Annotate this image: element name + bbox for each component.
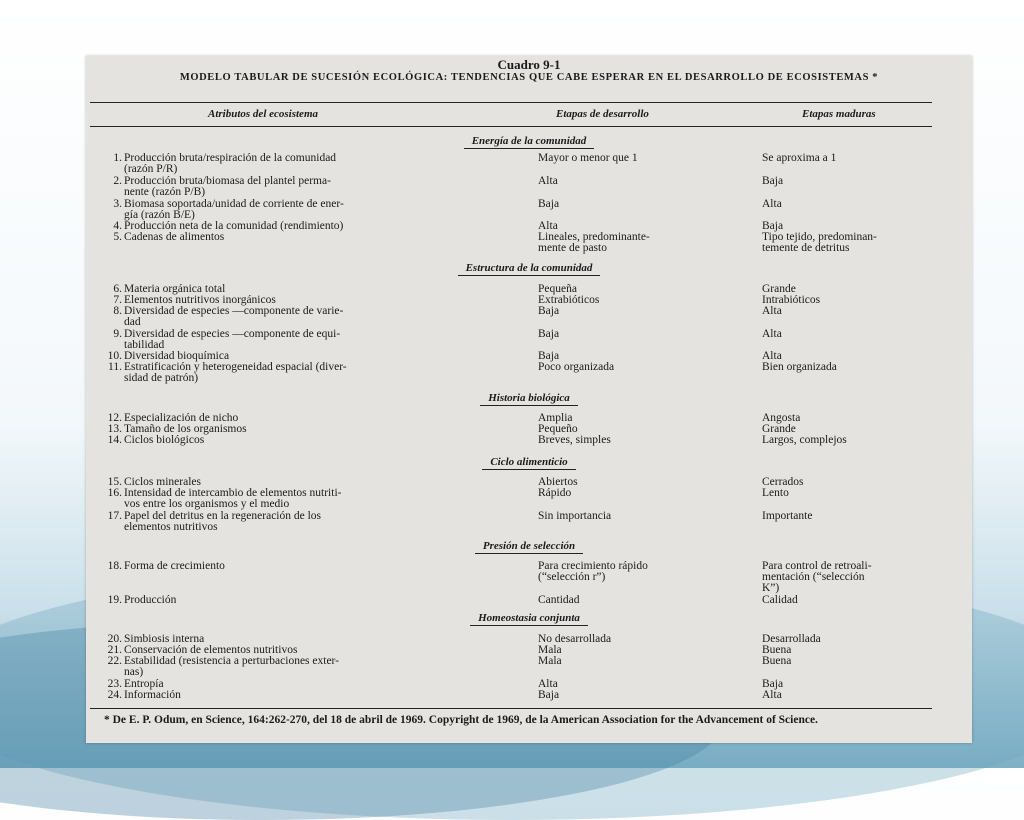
development-stage-cell: Lineales, predominante- mente de pasto	[538, 231, 650, 254]
row-number: 8.	[113, 305, 122, 317]
section-title	[86, 135, 972, 147]
column-header-development: Etapas de desarrollo	[556, 108, 649, 120]
row-number: 17.	[107, 510, 122, 522]
row-number: 11.	[108, 361, 122, 373]
development-stage-cell: No desarrollada	[538, 633, 612, 645]
attribute-cell: Producción bruta/respiración de la comunidad (razón P/R)	[124, 152, 337, 175]
mature-stage-cell: Buena	[762, 644, 792, 656]
mature-stage-cell: Desarrollada	[762, 633, 821, 645]
section-title	[86, 456, 972, 468]
attribute-cell: Diversidad bioquímica	[124, 350, 230, 362]
row-number: 21.	[107, 644, 122, 656]
row-number: 7.	[113, 294, 122, 306]
attribute-cell: Biomasa soportada/unidad de corriente de ener- gía (razón B/E)	[124, 198, 344, 221]
mature-stage-cell: Baja	[762, 220, 784, 232]
development-stage-cell: Baja	[538, 305, 560, 317]
mature-stage-cell: Alta	[762, 689, 782, 701]
mature-stage-cell: Grande	[762, 283, 796, 295]
row-number: 24.	[107, 689, 122, 701]
development-stage-cell: Poco organizada	[538, 361, 615, 373]
row-number: 19.	[107, 594, 122, 606]
attribute-cell: Producción neta de la comunidad (rendimiento)	[124, 220, 344, 232]
development-stage-cell: Alta	[538, 220, 558, 232]
attribute-cell: Tamaño de los organismos	[124, 423, 247, 435]
development-stage-cell: Sin importancia	[538, 510, 612, 522]
row-number: 12.	[107, 412, 122, 424]
row-number: 15.	[107, 476, 122, 488]
attribute-cell: Estratificación y heterogeneidad espacial (diver- sidad de patrón)	[124, 361, 347, 384]
development-stage-cell: Mala	[538, 644, 562, 656]
section-title-text: Presión de selección	[475, 540, 583, 554]
development-stage-cell: Para crecimiento rápido (“selección r”)	[538, 560, 648, 583]
row-number: 6.	[113, 283, 122, 295]
development-stage-cell: Mala	[538, 655, 562, 667]
mature-stage-cell: Alta	[762, 350, 782, 362]
section-title-text: Energía de la comunidad	[464, 135, 595, 149]
attribute-cell: Ciclos minerales	[124, 476, 201, 488]
section-title-text: Ciclo alimenticio	[482, 456, 575, 470]
row-number: 16.	[107, 487, 122, 499]
attribute-cell: Ciclos biológicos	[124, 434, 205, 446]
development-stage-cell: Alta	[538, 678, 558, 690]
row-number: 4.	[113, 220, 122, 232]
attribute-cell: Elementos nutritivos inorgánicos	[124, 294, 276, 306]
attribute-cell: Diversidad de especies —componente de varie- dad	[124, 305, 344, 328]
mature-stage-cell: Intrabióticos	[762, 294, 821, 306]
header-rule	[90, 126, 932, 127]
row-number: 20.	[107, 633, 122, 645]
development-stage-cell: Amplia	[538, 412, 573, 424]
development-stage-cell: Pequeña	[538, 283, 577, 295]
row-number: 23.	[107, 678, 122, 690]
mature-stage-cell: Calidad	[762, 594, 798, 606]
attribute-cell: Diversidad de especies —componente de equi- tabilidad	[124, 328, 341, 351]
mature-stage-cell: Lento	[762, 487, 789, 499]
development-stage-cell: Breves, simples	[538, 434, 611, 446]
development-stage-cell: Cantidad	[538, 594, 580, 606]
row-number: 22.	[107, 655, 122, 667]
development-stage-cell: Baja	[538, 328, 560, 340]
development-stage-cell: Rápido	[538, 487, 572, 499]
development-stage-cell: Alta	[538, 175, 558, 187]
mature-stage-cell: Importante	[762, 510, 813, 522]
mature-stage-cell: Baja	[762, 678, 784, 690]
attribute-cell: Cadenas de alimentos	[124, 231, 225, 243]
development-stage-cell: Abiertos	[538, 476, 578, 488]
attribute-cell: Especialización de nicho	[124, 412, 239, 424]
attribute-cell: Información	[124, 689, 181, 701]
attribute-cell: Conservación de elementos nutritivos	[124, 644, 298, 656]
section-title-text: Historia biológica	[480, 392, 578, 406]
development-stage-cell: Baja	[538, 689, 560, 701]
mature-stage-cell: Alta	[762, 198, 782, 210]
column-header-attributes: Atributos del ecosistema	[208, 108, 318, 120]
mature-stage-cell: Baja	[762, 175, 784, 187]
footnote: * De E. P. Odum, en Science, 164:262-270, del 18 de abril de 1969. Copyright de 1969, de la American Association for the Advancement of Science.	[104, 714, 818, 726]
mature-stage-cell: Se aproxima a 1	[762, 152, 837, 164]
development-stage-cell: Extrabióticos	[538, 294, 600, 306]
section-title	[86, 540, 972, 552]
table-title: MODELO TABULAR DE SUCESIÓN ECOLÓGICA: TENDENCIAS QUE CABE ESPERAR EN EL DESARROLLO DE ECOSISTEMAS *	[179, 72, 879, 83]
section-title	[86, 262, 972, 274]
development-stage-cell: Mayor o menor que 1	[538, 152, 638, 164]
attribute-cell: Materia orgánica total	[124, 283, 226, 295]
mature-stage-cell: Tipo tejido, predominan- temente de detritus	[762, 231, 877, 254]
top-rule	[90, 102, 932, 103]
mature-stage-cell: Para control de retroali- mentación (“selección K”)	[762, 560, 872, 594]
attribute-cell: Forma de crecimiento	[124, 560, 225, 572]
mature-stage-cell: Buena	[762, 655, 792, 667]
row-number: 3.	[113, 198, 122, 210]
development-stage-cell: Baja	[538, 198, 560, 210]
development-stage-cell: Baja	[538, 350, 560, 362]
attribute-cell: Estabilidad (resistencia a perturbaciones exter- nas)	[124, 655, 339, 678]
row-number: 18.	[107, 560, 122, 572]
mature-stage-cell: Grande	[762, 423, 796, 435]
development-stage-cell: Pequeño	[538, 423, 578, 435]
section-title	[86, 612, 972, 624]
attribute-cell: Intensidad de intercambio de elementos nutriti- vos entre los organismos y el medio	[124, 487, 342, 510]
row-number: 14.	[107, 434, 122, 446]
attribute-cell: Papel del detritus en la regeneración de los elementos nutritivos	[124, 510, 322, 533]
row-number: 13.	[107, 423, 122, 435]
mature-stage-cell: Alta	[762, 328, 782, 340]
mature-stage-cell: Angosta	[762, 412, 801, 424]
mature-stage-cell: Largos, complejos	[762, 434, 847, 446]
section-title-text: Estructura de la comunidad	[458, 262, 601, 276]
attribute-cell: Producción bruta/biomasa del plantel perma- nente (razón P/B)	[124, 175, 331, 198]
row-number: 10.	[107, 350, 122, 362]
attribute-cell: Entropía	[124, 678, 164, 690]
mature-stage-cell: Cerrados	[762, 476, 804, 488]
bottom-rule	[90, 708, 932, 709]
row-number: 2.	[113, 175, 122, 187]
mature-stage-cell: Alta	[762, 305, 782, 317]
row-number: 1.	[113, 152, 122, 164]
row-number: 9.	[113, 328, 122, 340]
section-title-text: Homeostasia conjunta	[470, 612, 588, 626]
table-number: Cuadro 9-1	[497, 57, 561, 72]
mature-stage-cell: Bien organizada	[762, 361, 837, 373]
column-header-mature: Etapas maduras	[802, 108, 876, 120]
attribute-cell: Producción	[124, 594, 177, 606]
scanned-table-page	[86, 56, 972, 743]
row-number: 5.	[113, 231, 122, 243]
section-title	[86, 392, 972, 404]
attribute-cell: Simbiosis interna	[124, 633, 205, 645]
